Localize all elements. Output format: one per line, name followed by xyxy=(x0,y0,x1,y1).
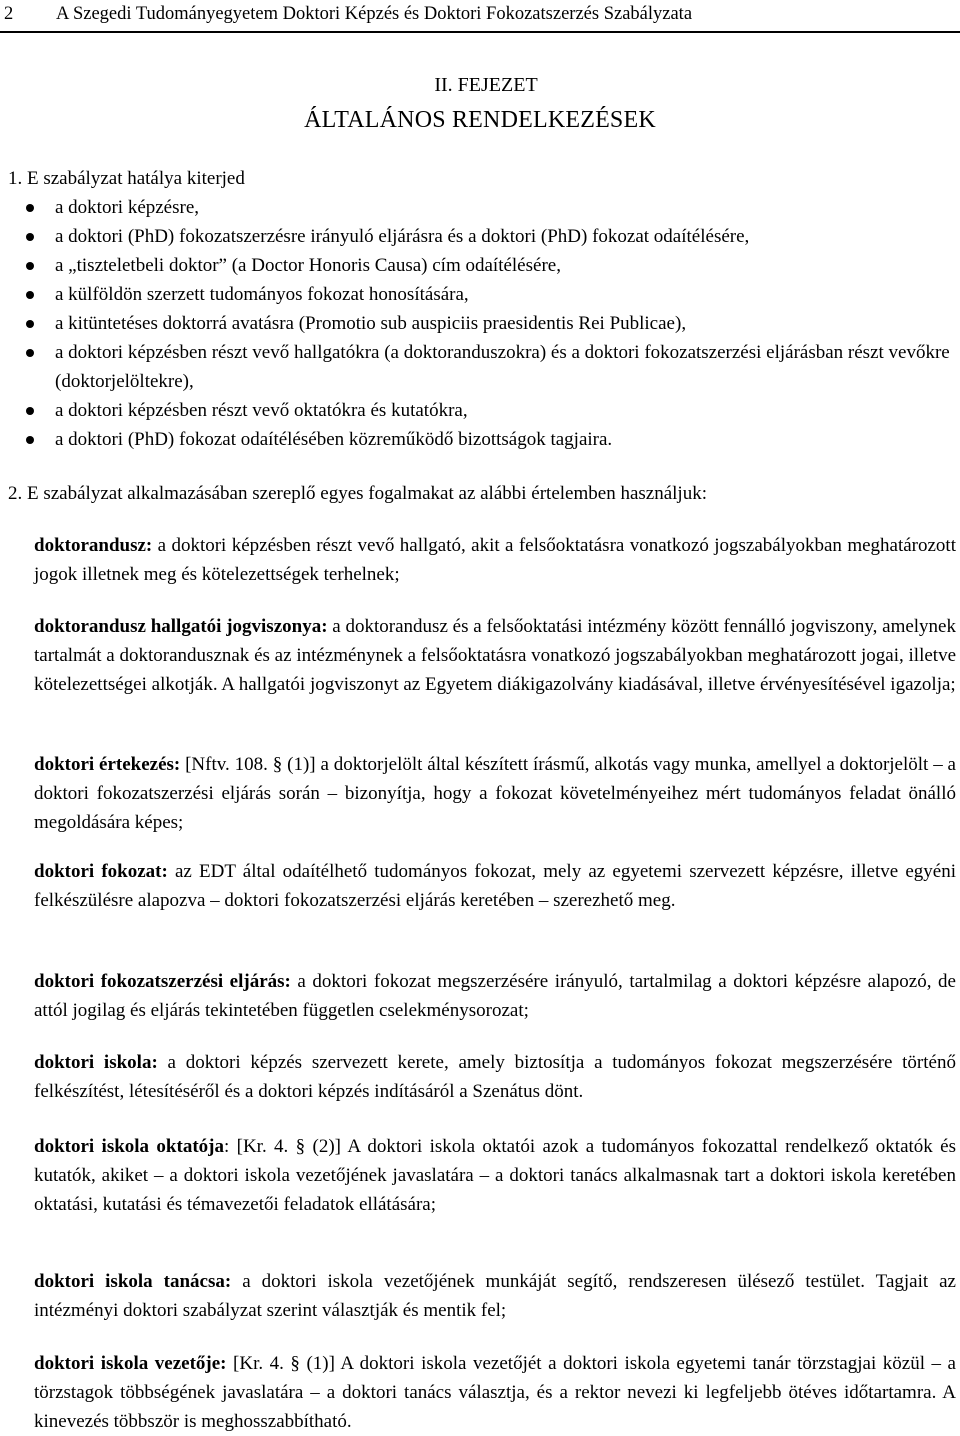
bullet-icon xyxy=(26,320,34,328)
chapter-number: II. FEJEZET xyxy=(434,74,538,96)
definition-doktori-fokozat xyxy=(34,857,956,915)
definition-hallgatoi-jogviszony xyxy=(34,612,956,699)
definition-text: a doktori fokozat megszerzésére irányuló, tartalmilag a doktori képzésre alapozó, de attól jogilag és eljárás tekintetében független cselekménysorozat; xyxy=(34,971,956,1021)
list-item-text: a kitüntetéses doktorrá avatásra (Promotio sub auspiciis praesidentis Rei Publicae), xyxy=(55,313,687,334)
definition-iskola-oktatoja xyxy=(34,1132,956,1219)
definition-text: a doktori képzés szervezett kerete, amely biztosítja a tudományos fokozat megszerzésére történő felkészítést, létesítéséről és a doktori képzés indításáról a Szenátus dönt. xyxy=(34,1052,956,1102)
bullet-icon xyxy=(26,233,34,241)
definition-text: a doktori képzésben részt vevő hallgató, akit a felsőoktatásra vonatkozó jogszabályokban meghatározott jogok illetnek meg és kötelezettségek terhelnek; xyxy=(34,535,956,585)
definition-term: doktori iskola: xyxy=(34,1052,158,1073)
bullet-icon xyxy=(26,349,34,357)
definition-fokozatszerzesi-eljaras xyxy=(34,967,956,1025)
page-header xyxy=(0,0,960,34)
list-item-text: a doktori képzésben részt vevő hallgatókra (a doktoranduszokra) és a doktori fokozatszerzési eljárásban részt vevőkre (doktorjelöltekre), xyxy=(55,342,950,392)
list-item xyxy=(0,396,955,425)
definition-term: doktori iskola tanácsa: xyxy=(34,1271,232,1292)
list-item-text: a doktori (PhD) fokozatszerzésre irányuló eljárásra és a doktori (PhD) fokozat odaítélésére, xyxy=(55,226,750,247)
definition-term: doktori értekezés: xyxy=(34,754,181,775)
section-number: 2. xyxy=(8,483,23,504)
definition-term: doktori fokozatszerzési eljárás: xyxy=(34,971,291,992)
header-rule xyxy=(0,31,960,33)
list-item-text: a doktori (PhD) fokozat odaítélésében közreműködő bizottságok tagjaira. xyxy=(55,429,613,450)
definition-term: doktorandusz hallgatói jogviszonya: xyxy=(34,616,328,637)
chapter-title: ÁLTALÁNOS RENDELKEZÉSEK xyxy=(304,107,656,133)
section-number: 1. xyxy=(8,168,23,189)
list-item xyxy=(0,280,955,309)
definition-doktorandusz xyxy=(34,531,956,589)
bullet-icon xyxy=(26,262,34,270)
list-item-text: a doktori képzésben részt vevő oktatókra és kutatókra, xyxy=(55,400,468,421)
list-item xyxy=(0,193,955,222)
definition-text: [Nftv. 108. § (1)] a doktorjelölt által készített írásmű, alkotás vagy munka, amellyel a doktorjelölt – a doktori fokozatszerzési eljárás során – bizonyítja, hogy a fokozat követelményeihez mért tudományos feladat önálló megoldására képes; xyxy=(34,754,956,833)
list-item xyxy=(0,222,955,251)
list-item-text: a „tiszteletbeli doktor” (a Doctor Honoris Causa) cím odaítélésére, xyxy=(55,255,561,276)
list-item-text: a külföldön szerzett tudományos fokozat honosítására, xyxy=(55,284,469,305)
definition-doktori-ertekezes xyxy=(34,750,956,837)
bullet-icon xyxy=(26,407,34,415)
definition-text: [Kr. 4. § (1)] A doktori iskola vezetőjét a doktori iskola egyetemi tanár törzstagjai közül – a törzstagok többségének javaslatára – a doktori tanács választja, és a rektor nevezi ki legfeljebb ötéves időtartamra. A kinevezés többször is meghosszabbítható. xyxy=(34,1353,956,1432)
page-number: 2 xyxy=(4,4,14,24)
list-item xyxy=(0,338,955,396)
definition-term: doktori iskola oktatója xyxy=(34,1136,224,1157)
definition-text: a doktori iskola vezetőjének munkáját segítő, rendszeresen ülésező testület. Tagjait az intézményi doktori szabályzat szerint választják és mentik fel; xyxy=(34,1271,956,1321)
definition-term: doktorandusz: xyxy=(34,535,153,556)
list-item xyxy=(0,251,955,280)
definition-text: a doktorandusz és a felsőoktatási intézmény között fennálló jogviszony, amelynek tartalmát a doktorandusznak és az intézménynek a felsőoktatásra vonatkozó jogszabályokban meghatározott jogai, illetve kötelezettségei alkotják. A hallgatói jogviszonyt az Egyetem diákigazolvány kiadásával, illetve érvényesítésével igazolja; xyxy=(34,616,956,695)
scope-list xyxy=(0,193,960,454)
definition-iskola-vezetoje xyxy=(34,1349,956,1436)
bullet-icon xyxy=(26,204,34,212)
list-item xyxy=(0,309,955,338)
definition-doktori-iskola xyxy=(34,1048,956,1106)
running-title: A Szegedi Tudományegyetem Doktori Képzés és Doktori Fokozatszerzés Szabályzata xyxy=(56,4,693,24)
section-2-intro xyxy=(8,479,707,508)
bullet-icon xyxy=(26,291,34,299)
section-1-intro xyxy=(8,164,245,193)
definition-iskola-tanacsa xyxy=(34,1267,956,1325)
definition-text: az EDT által odaítélhető tudományos fokozat, mely az egyetemi szervezett képzésre, illetve egyéni felkészülésre alapozva – doktori fokozatszerzési eljárás keretében – szerezhető meg. xyxy=(34,861,956,911)
definition-term: doktori fokozat: xyxy=(34,861,168,882)
list-item-text: a doktori képzésre, xyxy=(55,197,200,218)
bullet-icon xyxy=(26,436,34,444)
section-intro-text: E szabályzat alkalmazásában szereplő egyes fogalmakat az alábbi értelemben használjuk: xyxy=(27,483,707,504)
definition-term: doktori iskola vezetője: xyxy=(34,1353,227,1374)
list-item xyxy=(0,425,955,454)
section-intro-text: E szabályzat hatálya kiterjed xyxy=(27,168,245,189)
definition-text: : [Kr. 4. § (2)] A doktori iskola oktatói azok a tudományos fokozattal rendelkező oktatók és kutatók, akiket – a doktori iskola vezetőjének javaslatára – a doktori tanács alkalmasnak tart a doktori iskola keretében oktatási, kutatási és témavezetői feladatok ellátására; xyxy=(34,1136,956,1215)
